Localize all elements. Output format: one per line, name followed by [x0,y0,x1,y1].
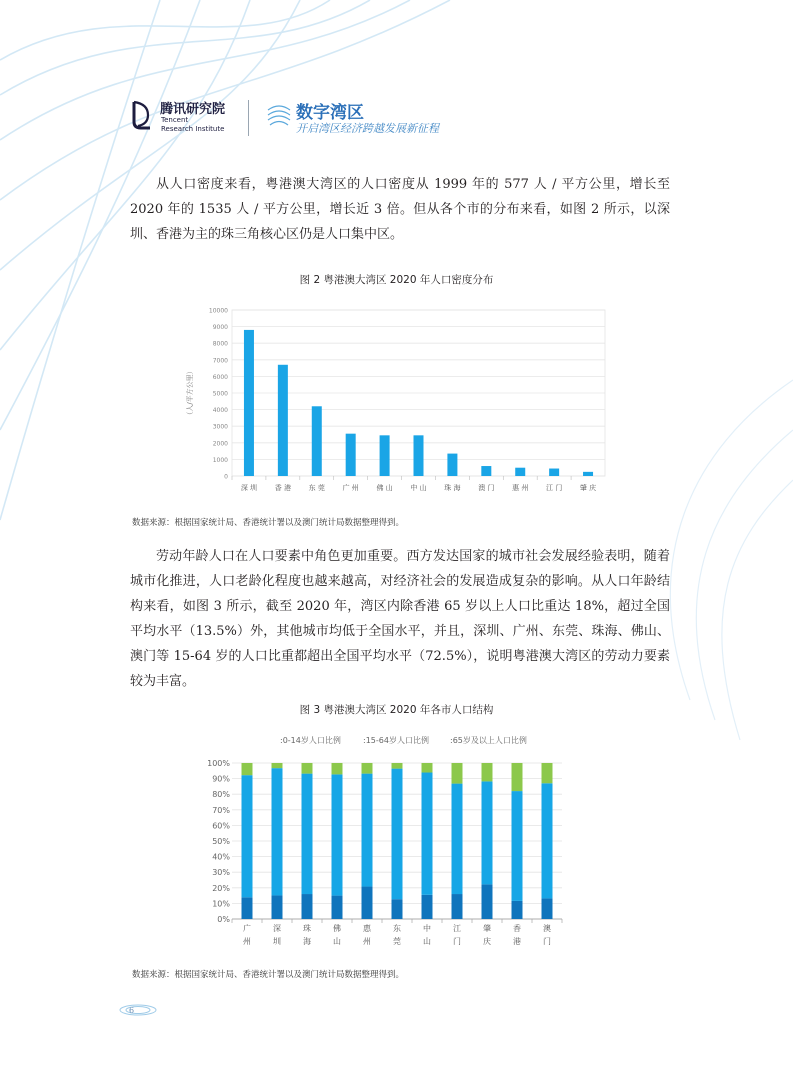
bar [481,466,491,476]
bar [583,472,593,476]
y-tick-label: 9000 [212,324,228,332]
y-tick-label: 8000 [212,340,228,348]
x-tick-label: 门 [453,937,461,946]
bar [549,469,559,476]
stacked-bar-segment [272,895,283,919]
stacked-bar-segment [242,775,253,897]
y-tick-label: 5000 [212,390,228,398]
bar [515,468,525,476]
paragraph-population-density: 从人口密度来看，粤港澳大湾区的人口密度从 1999 年的 577 人 / 平方公里，增长至 2020 年的 1535 人 / 平方公里，增长近 3 倍。但从各个市的分布来看，如图 2 所示，以深圳、香港为主的珠三角核心区仍是人口集中区。 [130,177,670,242]
y-tick-label: 30% [212,868,230,878]
stacked-bar-segment [482,781,493,884]
y-tick-label: 100% [207,759,230,768]
x-tick-label: 江 门 [546,484,563,492]
y-tick-label: 6000 [212,373,228,381]
stacked-bar-segment [482,884,493,919]
stacked-bar-segment [392,763,403,769]
x-tick-label: 中 山 [410,484,427,492]
y-tick-label: 1000 [212,456,228,464]
x-tick-label: 江 [453,924,461,933]
stacked-bar-segment [302,763,313,774]
org-name-cn: 腾讯研究院 [160,102,226,117]
x-tick-label: 惠 州 [512,484,529,492]
x-tick-label: 海 [303,937,311,946]
stacked-bar-segment [242,763,253,775]
x-tick-label: 圳 [273,937,281,946]
x-tick-label: 肇 庆 [579,484,597,492]
x-tick-label: 东 [393,924,401,933]
y-tick-label: 0 [224,473,228,481]
x-tick-label: 深 [273,924,281,933]
bar [346,434,356,476]
stacked-bar-segment [362,887,373,919]
stacked-bar-segment [392,769,403,900]
x-tick-label: 惠 [363,924,371,933]
x-tick-label: 香 港 [274,484,291,492]
x-tick-label: 香 [513,924,521,933]
x-tick-label: 佛 山 [376,484,393,492]
stacked-bar-segment [302,894,313,919]
stacked-bar-segment [362,774,373,887]
paragraph-labor-age: 劳动年龄人口在人口要素中角色更加重要。西方发达国家的城市社会发展经验表明，随着城市化推进，人口老龄化程度也越来越高，对经济社会的发展造成复杂的影响。从人口年龄结构来看，如图 3 所示，截至 2020 年，湾区内除香港 65 岁以上人口比重达 18%，超过全国平均水平（13.5%）外，其他城市均低于全国水平，并且，深圳、广州、东莞、珠海、佛山、澳门等 15-64 岁的人口比重都超出全国平均水平（72.5%），说明粤港澳大湾区的劳动力要素较为丰富。 [130,549,670,689]
x-tick-label: 山 [423,937,431,946]
x-tick-label: 庆 [483,937,491,946]
y-tick-label: 70% [212,805,230,815]
stacked-bar-segment [332,774,343,895]
x-tick-label: 门 [543,937,551,946]
stacked-bar-segment [272,768,283,895]
x-tick-label: 澳 [543,924,551,933]
page-number: 6 [129,1006,135,1015]
stacked-bar-segment [332,763,343,774]
stacked-bar-segment [452,763,463,784]
legend-entry: :15-64岁人口比例 [363,736,429,745]
stacked-bar-segment [482,763,493,781]
stacked-bar-segment [512,791,523,901]
x-tick-label: 山 [333,937,341,946]
y-tick-label: 10% [212,899,230,909]
x-tick-label: 莞 [393,937,401,946]
stacked-bar-segment [332,896,343,919]
x-tick-label: 州 [363,937,371,946]
x-tick-label: 广 州 [342,484,359,492]
y-tick-label: 7000 [212,357,228,365]
population-density-bar-chart [170,300,620,500]
stacked-bar-segment [422,763,433,773]
y-tick-label: 20% [212,883,230,893]
stacked-bar-segment [512,901,523,919]
x-tick-label: 广 [243,924,251,933]
x-tick-label: 珠 海 [444,484,461,492]
bar [414,435,424,476]
bar [244,330,254,476]
stacked-bar-segment [542,763,553,783]
stacked-bar-segment [422,895,433,919]
bar [380,435,390,476]
y-tick-label: 10000 [208,307,228,315]
stacked-bar-segment [242,897,253,919]
stacked-bar-segment [452,784,463,894]
stacked-bar-segment [542,783,553,898]
org-name-en-line1: Tencent [161,116,189,124]
x-tick-label: 港 [513,937,521,946]
x-tick-label: 肇 [483,924,491,933]
x-tick-label: 东 莞 [308,484,325,492]
x-tick-label: 中 [423,924,431,933]
stacked-bar-segment [422,773,433,895]
stacked-bar-segment [452,894,463,919]
figure3-caption: 图 3 粤港澳大湾区 2020 年各市人口结构 [299,704,494,716]
y-axis-label: （人/平方公里） [186,367,194,419]
age-structure-stacked-chart [200,728,580,953]
bar [312,406,322,476]
stacked-bar-segment [362,763,373,774]
header-separator [248,100,249,136]
x-tick-label: 珠 [303,924,311,933]
y-tick-label: 0% [217,915,230,924]
legend-entry: :65岁及以上人口比例 [450,736,527,745]
y-tick-label: 3000 [212,423,228,431]
y-tick-label: 80% [212,790,230,800]
stacked-bar-segment [542,898,553,919]
org-name-en [161,116,224,134]
y-tick-label: 90% [212,774,230,784]
org-name-en-line2: Research Institute [161,125,225,133]
y-tick-label: 2000 [212,440,228,448]
x-tick-label: 澳 门 [478,484,495,492]
brand-subtitle: 开启湾区经济跨越发展新征程 [296,122,439,135]
figure2-caption: 图 2 粤港澳大湾区 2020 年人口密度分布 [299,274,494,286]
y-tick-label: 60% [212,821,230,831]
bar [447,454,457,476]
x-tick-label: 州 [243,937,251,946]
figure3-source: 数据来源：根据国家统计局、香港统计署以及澳门统计局数据整理得到。 [132,970,405,980]
brand-title: 数字湾区 [296,103,364,123]
stacked-bar-segment [392,899,403,919]
tencent-logo-icon [130,100,152,130]
y-tick-label: 4000 [212,407,228,415]
stacked-bar-segment [302,774,313,894]
x-tick-label: 深 圳 [240,484,258,492]
bar [278,365,288,476]
stacked-bar-segment [272,763,283,768]
legend-entry: :0-14岁人口比例 [280,736,341,745]
x-tick-label: 佛 [333,924,341,933]
stacked-bar-segment [512,763,523,791]
wave-globe-icon [266,100,292,132]
figure2-source: 数据来源：根据国家统计局、香港统计署以及澳门统计局数据整理得到。 [132,518,405,528]
y-tick-label: 50% [212,837,230,846]
y-tick-label: 40% [212,852,230,862]
